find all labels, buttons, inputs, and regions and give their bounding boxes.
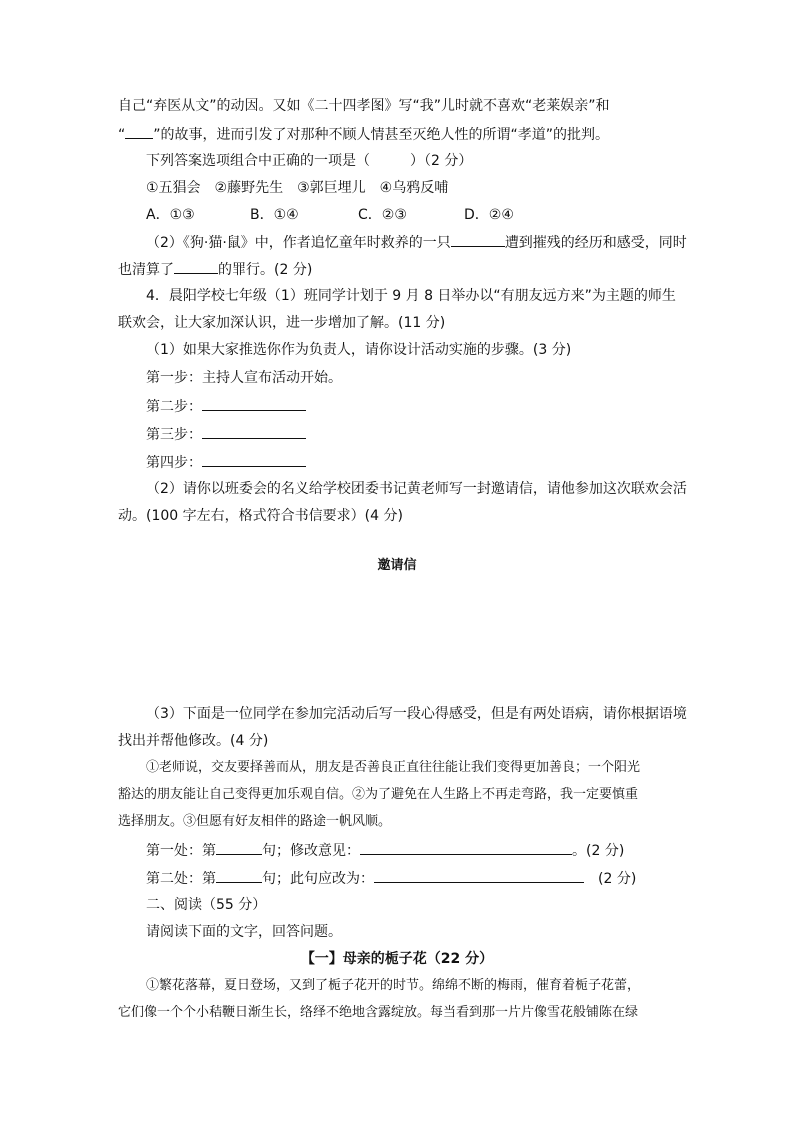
step-label: 第三步： <box>146 427 202 443</box>
text-line <box>146 151 726 171</box>
text-fragment: 句；此句应改为： <box>262 871 374 887</box>
text-fragment: 第一处：第 <box>146 843 216 859</box>
fill-blank[interactable] <box>174 259 218 274</box>
passage-title: 【一】母亲的栀子花（22 分） <box>300 951 494 967</box>
score-note: ）（2 分） <box>410 153 473 169</box>
text-fragment: 句；修改意见： <box>262 843 360 859</box>
fill-blank[interactable] <box>125 124 153 139</box>
step-1: 第一步：主持人宣布活动开始。 <box>146 370 342 386</box>
text-line <box>118 124 698 145</box>
text-fragment: （2）《狗·猫·鼠》中，作者追忆童年时救养的一只 <box>146 235 451 251</box>
step-3 <box>146 424 726 445</box>
sub-question-3: （3）下面是一位同学在参加完活动后写一段心得感受，但是有两处语病，请你根据语境 <box>146 706 687 722</box>
step-4 <box>146 452 726 473</box>
text-line: 请阅读下面的文字，回答问题。 <box>146 924 342 940</box>
fill-blank[interactable] <box>202 452 306 467</box>
text-fragment: ”的故事，进而引发了对那种不顾人情甚至灭绝人性的所谓“孝道”的批判。 <box>153 127 610 143</box>
fill-blank[interactable] <box>451 232 505 247</box>
fill-blank[interactable] <box>216 840 262 855</box>
option-a[interactable]: A．①③ <box>146 207 195 223</box>
passage-line: ①老师说，交友要择善而从，朋友是否善良正直往往能让我们变得更加善良；一个阳光 <box>146 760 641 775</box>
answer-options <box>146 205 726 225</box>
text-fragment: 第二处：第 <box>146 871 216 887</box>
options-list: ①五猖会 ②藤野先生 ③郭巨埋儿 ④乌鸦反哺 <box>146 180 449 196</box>
section-heading: 二、阅读（55 分） <box>146 897 267 913</box>
passage-line: 豁达的朋友能让自己变得更加乐观自信。②为了避免在人生路上不再走弯路，我一定要慎重 <box>118 787 639 802</box>
text-fragment: “ <box>118 127 126 143</box>
fill-blank[interactable] <box>216 868 262 883</box>
text-line: 自己“弃医从文”的动因。又如《二十四孝图》写“我”儿时就不喜欢“老莱娱亲”和 <box>118 98 610 114</box>
fill-blank[interactable] <box>202 424 306 439</box>
fill-blank[interactable] <box>360 840 572 855</box>
text-line: 联欢会，让大家加深认识，进一步增加了解。(11 分) <box>118 315 446 331</box>
text-line: 动。(100 字左右，格式符合书信要求）(4 分) <box>118 508 403 524</box>
option-c[interactable]: C．②③ <box>358 207 407 223</box>
text-line <box>118 259 698 280</box>
passage-line: 它们像一个个小秸鞭日渐生长，络绎不绝地含露绽放。每当看到那一片片像雪花般铺陈在绿 <box>118 1005 639 1020</box>
invitation-title: 邀请信 <box>377 558 417 573</box>
text-fragment: 也清算了 <box>118 262 174 278</box>
sub-question-2: （2）请你以班委会的名义给学校团委书记黄老师写一封邀请信，请他参加这次联欢会活 <box>146 481 687 497</box>
text-line: 找出并帮他修改。(4 分) <box>118 733 269 749</box>
question-4: 4．晨阳学校七年级（1）班同学计划于 9 月 8 日举办以“有朋友远方来”为主题的师生 <box>146 288 676 304</box>
score-note: (2 分) <box>598 871 637 887</box>
step-2 <box>146 396 726 417</box>
option-b[interactable]: B．①④ <box>250 207 299 223</box>
step-label: 第二步： <box>146 399 202 415</box>
question-prompt: 下列答案选项组合中正确的一项是（ <box>146 153 370 169</box>
sub-question-1: （1）如果大家推选你作为负责人，请你设计活动实施的步骤。(3 分) <box>146 342 572 358</box>
option-d[interactable]: D．②④ <box>464 207 514 223</box>
fill-blank[interactable] <box>202 396 306 411</box>
passage-line: ①繁花落幕，夏日登场，又到了栀子花开的时节。绵绵不断的梅雨，催育着栀子花蕾， <box>146 978 641 993</box>
correction-1 <box>146 840 726 861</box>
score-note: 。(2 分) <box>572 843 625 859</box>
text-line <box>146 232 726 253</box>
correction-2 <box>146 868 726 889</box>
text-fragment: 的罪行。(2 分) <box>218 262 313 278</box>
text-fragment: 遭到摧残的经历和感受，同时 <box>504 235 687 251</box>
step-label: 第四步： <box>146 455 202 471</box>
passage-line: 选择朋友。③但愿有好友相伴的路途一帆风顺。 <box>118 814 392 829</box>
fill-blank[interactable] <box>374 868 584 883</box>
